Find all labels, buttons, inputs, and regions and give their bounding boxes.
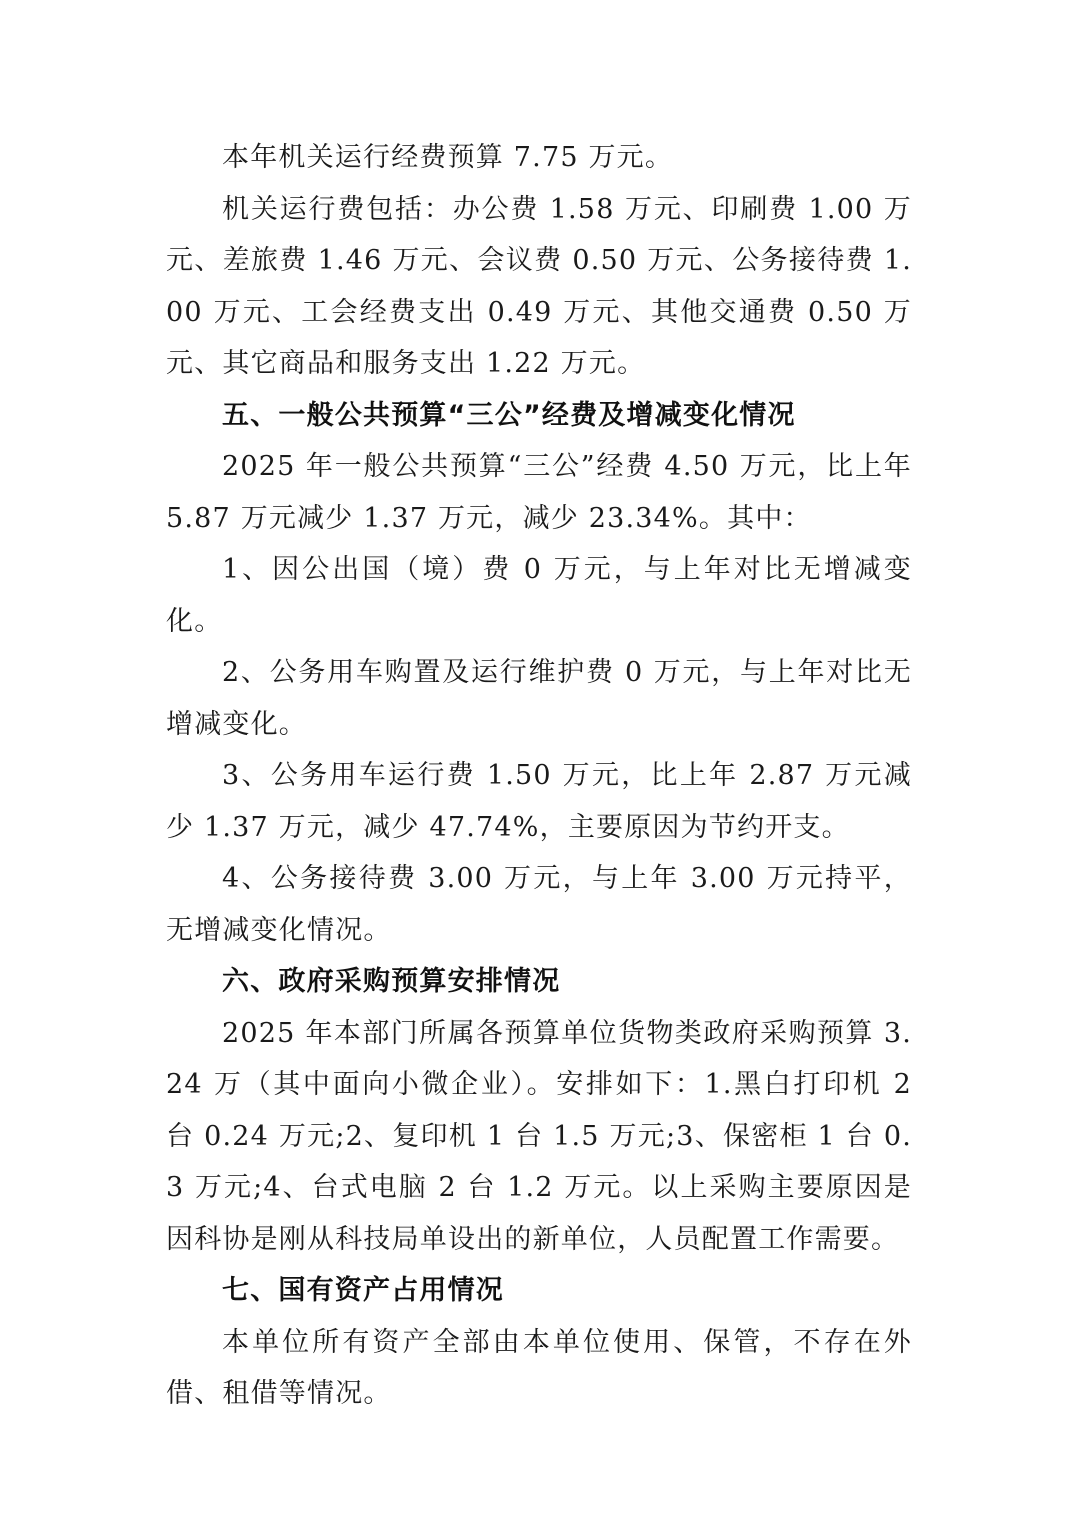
paragraph-admin-budget: 本年机关运行经费预算 7.75 万元。 [222, 142, 674, 173]
document-body [166, 132, 912, 1420]
paragraph-vehicle-purchase: 2、公务用车购置及运行维护费 0 万元，与上年对比无增减变化。 [166, 657, 912, 740]
section-heading-procurement: 六、政府采购预算安排情况 [222, 966, 561, 997]
section-heading-three-public-funds: 五、一般公共预算“三公”经费及增减变化情况 [222, 399, 796, 431]
paragraph-reception: 4、公务接待费 3.00 万元，与上年 3.00 万元持平，无增减变化情况。 [166, 863, 912, 946]
paragraph-procurement-details: 2025 年本部门所属各预算单位货物类政府采购预算 3.24 万（其中面向小微企业）。安排如下：1.黑白打印机 2 台 0.24 万元;2、复印机 1 台 1.5 万元;3、保密柜 1 台 0.3 万元;4、台式电脑 2 台 1.2 万元。以上采购主要原因是因科协是刚从科技局单设出的新单位，人员配置工作需要。 [166, 1017, 912, 1255]
section-heading-state-assets: 七、国有资产占用情况 [222, 1275, 504, 1306]
paragraph-overseas-travel: 1、因公出国（境）费 0 万元，与上年对比无增减变化。 [166, 554, 912, 637]
paragraph-admin-costs: 机关运行费包括：办公费 1.58 万元、印刷费 1.00 万元、差旅费 1.46 万元、会议费 0.50 万元、公务接待费 1.00 万元、工会经费支出 0.49 万元、其他交通费 0.50 万元、其它商品和服务支出 1.22 万元。 [166, 193, 912, 379]
paragraph-state-assets: 本单位所有资产全部由本单位使用、保管，不存在外借、租借等情况。 [166, 1326, 912, 1409]
paragraph-three-public-total: 2025 年一般公共预算“三公”经费 4.50 万元，比上年 5.87 万元减少 1.37 万元，减少 23.34%。其中： [166, 451, 912, 534]
paragraph-vehicle-operation: 3、公务用车运行费 1.50 万元，比上年 2.87 万元减少 1.37 万元，减少 47.74%，主要原因为节约开支。 [166, 760, 912, 843]
